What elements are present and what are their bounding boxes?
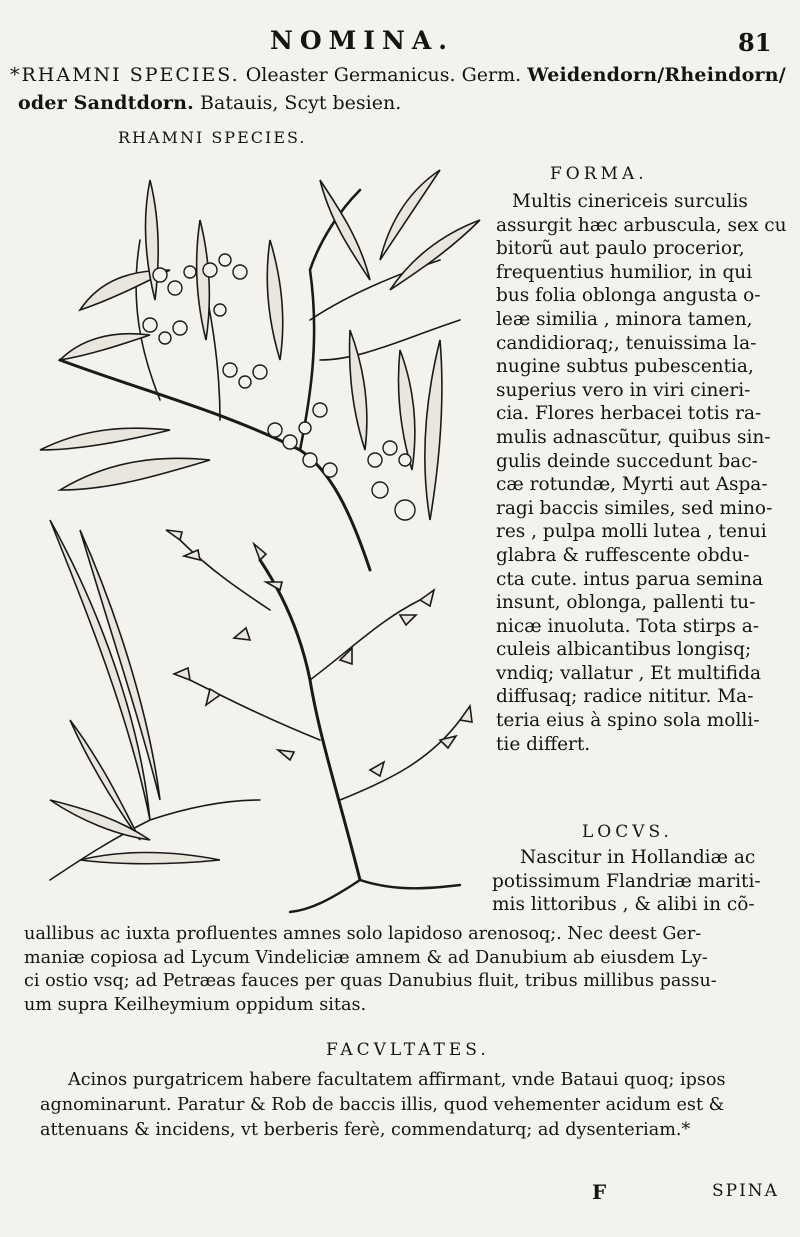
forma-line: assurgit hæc arbuscula, sex cu	[496, 214, 787, 236]
forma-line: glabra & ruffescente obdu-	[496, 544, 750, 566]
forma-line: mulis adnascũtur, quibus sin-	[496, 426, 771, 448]
names-species: *RHAMNI SPECIES.	[10, 64, 240, 86]
forma-line: cæ rotundæ, Myrti aut Aspa-	[496, 474, 768, 496]
facultates-line: Acinos purgatricem habere facultatem affirmant, vnde Bataui quoq; ipsos	[68, 1070, 726, 1090]
forma-line: leæ similia , minora tamen,	[496, 308, 753, 330]
forma-line: culeis albicantibus longisq;	[496, 639, 752, 661]
forma-line: gulis deinde succedunt bac-	[496, 450, 758, 472]
forma-text	[496, 190, 790, 756]
forma-line: insunt, oblonga, pallenti tu-	[496, 592, 756, 614]
names-latin: Oleaster Germanicus. Germ.	[245, 64, 522, 86]
forma-heading: FORMA.	[550, 164, 648, 184]
forma-line: candidioraq;, tenuissima la-	[496, 332, 757, 354]
locus-heading: LOCVS.	[582, 822, 673, 842]
facultates-line: agnominarunt. Paratur & Rob de baccis illis, quod vehementer acidum est &	[40, 1095, 725, 1115]
forma-line: frequentius humilior, in qui	[496, 261, 753, 283]
forma-line: bitorũ aut paulo procerior,	[496, 238, 745, 260]
running-head: NOMINA.	[270, 26, 454, 55]
forma-line: nugine subtus pubescentia,	[496, 356, 754, 378]
locus-text-narrow	[492, 846, 790, 917]
catchword: SPINA	[712, 1181, 779, 1201]
locus-line: maniæ copiosa ad Lycum Vindeliciæ amnem & ad Danubium ab eiusdem Ly-	[24, 947, 708, 968]
forma-line: teria eius à spino sola molli-	[496, 710, 760, 732]
locus-line: Nascitur in Hollandiæ ac	[520, 847, 756, 868]
names-german-cont: oder Sandtdorn.	[18, 92, 194, 114]
forma-line: diffusaq; radice nititur. Ma-	[496, 686, 754, 708]
woodcut-illustration	[20, 160, 488, 920]
forma-line: superius vero in viri cineri-	[496, 379, 751, 401]
forma-line: cia. Flores herbacei totis ra-	[496, 403, 762, 425]
locus-line: uallibus ac iuxta profluentes amnes solo lapidoso arenosoq;. Nec deest Ger-	[24, 924, 702, 944]
forma-line: res , pulpa molli lutea , tenui	[496, 521, 767, 543]
names-german: Weidendorn/Rheindorn/	[527, 64, 786, 86]
forma-line: ragi baccis similes, sed mino-	[496, 497, 773, 519]
locus-line: mis littoribus , & alibi in cõ-	[492, 894, 755, 916]
locus-text-wide	[24, 923, 794, 1017]
forma-line: nicæ inuoluta. Tota stirps a-	[496, 615, 759, 637]
forma-line: bus folia oblonga angusta o-	[496, 285, 761, 307]
locus-line: um supra Keilheymium oppidum sitas.	[24, 994, 367, 1015]
plate-caption: RHAMNI SPECIES.	[118, 128, 307, 147]
locus-line: potissimum Flandriæ mariti-	[492, 870, 761, 892]
page-number: 81	[738, 28, 772, 57]
names-line-2	[18, 92, 798, 114]
facultates-line: attenuans & incidens, vt berberis ferè, commendaturq; ad dysenteriam.*	[40, 1120, 691, 1140]
forma-line: tie differt.	[496, 733, 591, 755]
names-dutch: Batauis, Scyt besien.	[200, 92, 402, 114]
names-line-1	[10, 64, 790, 86]
forma-line: vndiq; vallatur , Et multifida	[496, 662, 762, 684]
forma-line: cta cute. intus parua semina	[496, 568, 764, 590]
locus-line: ci ostio vsq; ad Petræas fauces per quas Danubius fluit, tribus millibus passu-	[24, 971, 717, 992]
facultates-heading: FACVLTATES.	[326, 1040, 490, 1060]
signature-mark: F	[592, 1180, 607, 1204]
forma-line: Multis cinericeis surculis	[512, 191, 748, 212]
facultates-text	[40, 1068, 790, 1143]
